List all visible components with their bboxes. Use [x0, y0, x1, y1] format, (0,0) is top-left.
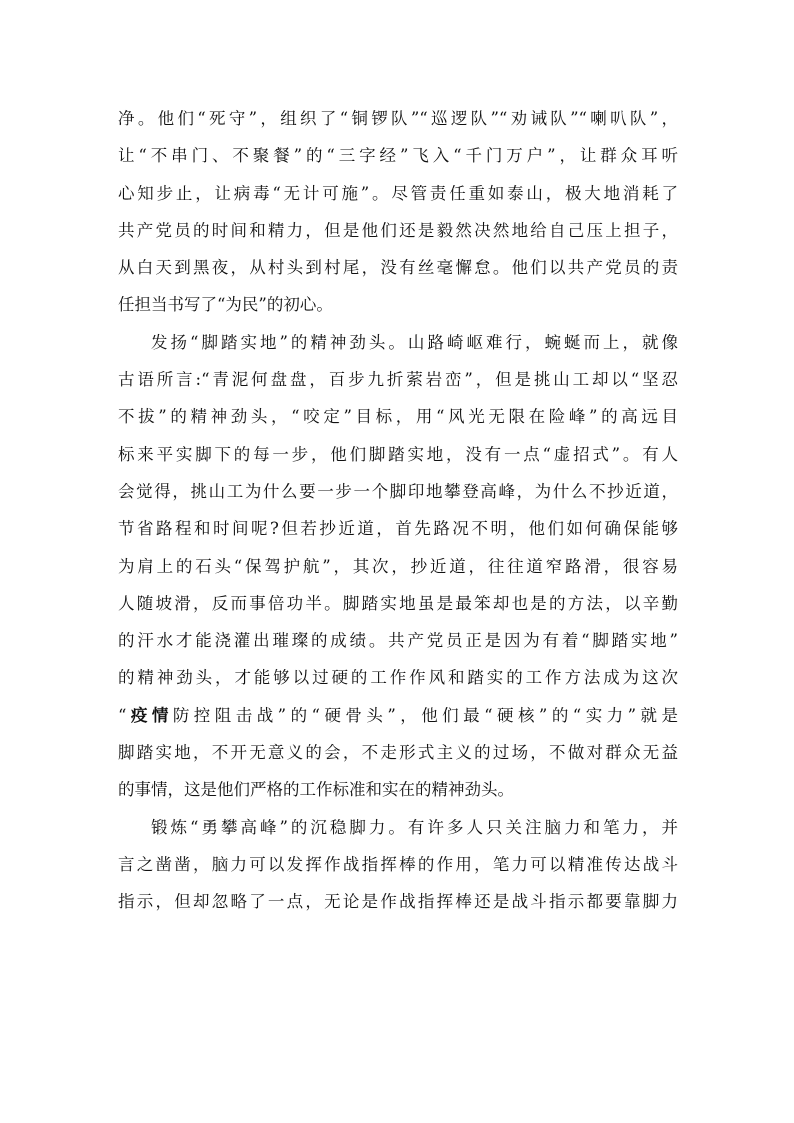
text-line: 从白天到黑夜，从村头到村尾，没有丝毫懈怠。他们以共产党员的责: [118, 258, 678, 278]
document-body: [118, 100, 678, 921]
text-line: 不拔”的精神劲头，“咬定”目标，用“风光无限在险峰”的高远目: [118, 407, 678, 427]
text-line: 节省路程和时间呢?但若抄近道，首先路况不明，他们如何确保能够: [118, 519, 678, 539]
bold-text-segment: 疫情: [126, 705, 173, 725]
text-line: 净。他们“死守”，组织了“铜锣队”“巡逻队”“劝诫队”“喇叭队”，: [118, 109, 678, 128]
text-segment: “: [118, 705, 127, 725]
paragraph-start-line: 发扬“脚踏实地”的精神劲头。山路崎岖难行，蜿蜒而上，就像: [151, 332, 678, 352]
text-line: 为肩上的石头“保驾护航”，其次，抄近道，往往道窄路滑，很容易: [118, 556, 678, 576]
text-line: 的汗水才能浇灌出璀璨的成绩。共产党员正是因为有着“脚踏实地”: [118, 631, 678, 651]
text-line: 的事情，这是他们严格的工作标准和实在的精神劲头。: [118, 780, 514, 800]
text-line: 古语所言:“青泥何盘盘，百步九折萦岩峦”，但是挑山工却以“坚忍: [118, 370, 678, 390]
text-line: 言之凿凿，脑力可以发挥作战指挥棒的作用，笔力可以精准传达战斗: [118, 854, 678, 874]
text-line: 心知步止，让病毒“无计可施”。尽管责任重如泰山，极大地消耗了: [118, 183, 678, 203]
text-line: 标来平实脚下的每一步，他们脚踏实地，没有一点“虚招式”。有人: [118, 444, 678, 464]
text-line: 会觉得，挑山工为什么要一步一个脚印地攀登高峰，为什么不抄近道，: [118, 481, 678, 501]
text-segment: 防控阻击战”的“硬骨头”，他们最“硬核”的“实力”就是: [172, 705, 678, 725]
text-line-with-bold: [118, 697, 678, 734]
text-line: 人随坡滑，反而事倍功半。脚踏实地虽是最笨却也是的方法，以辛勤: [118, 593, 678, 613]
text-line: 共产党员的时间和精力，但是他们还是毅然决然地给自己压上担子，: [118, 220, 678, 240]
text-line: 让“不串门、不聚餐”的“三字经”飞入“千门万户”，让群众耳听: [118, 146, 678, 166]
text-line: 的精神劲头，才能够以过硬的工作作风和踏实的工作方法成为这次: [118, 668, 678, 688]
text-line: 任担当书写了“为民”的初心。: [118, 295, 333, 315]
paragraph-start-line: 锻炼“勇攀高峰”的沉稳脚力。有许多人只关注脑力和笔力，并: [151, 817, 678, 837]
text-line: 脚踏实地，不开无意义的会，不走形式主义的过场，不做对群众无益: [118, 743, 678, 763]
text-line: 指示，但却忽略了一点，无论是作战指挥棒还是战斗指示都要靠脚力: [118, 892, 678, 912]
